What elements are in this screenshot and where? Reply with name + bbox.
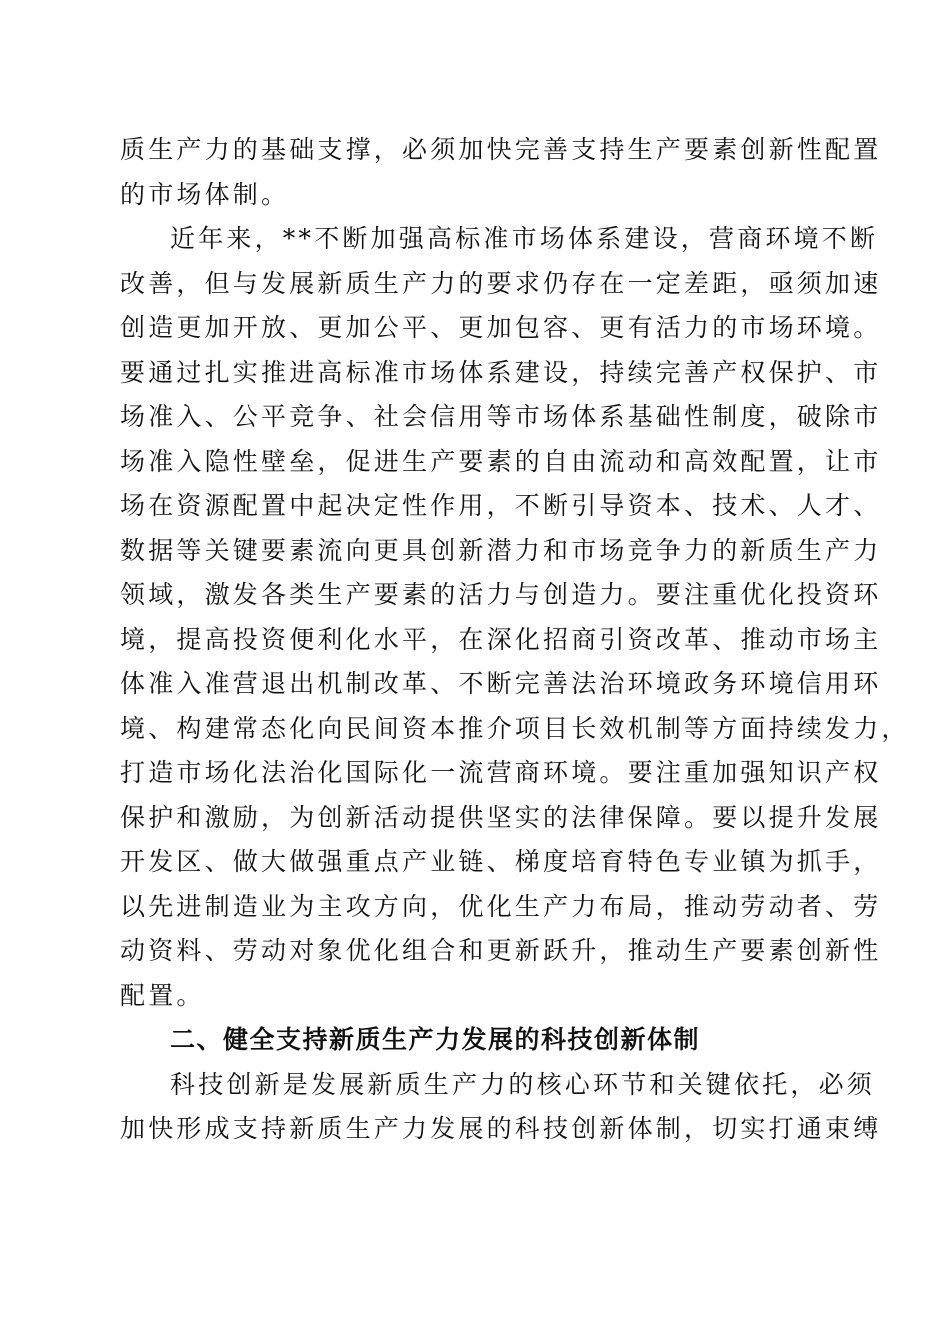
text-line: 境，提高投资便利化水平，在深化招商引资改革、推动市场主: [120, 624, 882, 654]
text-line: 场准入、公平竞争、社会信用等市场体系基础性制度，破除市: [120, 402, 882, 431]
text-line: 数据等关键要素流向更具创新潜力和市场竞争力的新质生产力: [120, 535, 882, 565]
text-line: 打造市场化法治化国际化一流营商环境。要注重加强知识产权: [120, 758, 882, 787]
text-line: 开发区、做大做强重点产业链、梯度培育特色专业镇为抓手，: [120, 847, 882, 876]
text-line: 的市场体制。: [120, 179, 290, 209]
text-line: 配置。: [120, 980, 205, 1010]
text-line: 创造更加开放、更加公平、更加包容、更有活力的市场环境。: [120, 313, 882, 342]
text-line: 场在资源配置中起决定性作用，不断引导资本、技术、人才、: [120, 491, 882, 520]
text-line: 场准入隐性壁垒，促进生产要素的自由流动和高效配置，让市: [120, 446, 882, 476]
text-line: 加快形成支持新质生产力发展的科技创新体制，切实打通束缚: [120, 1114, 882, 1143]
text-line: 以先进制造业为主攻方向，优化生产力布局，推动劳动者、劳: [120, 891, 882, 921]
text-line: 质生产力的基础支撑，必须加快完善支持生产要素创新性配置: [120, 135, 882, 164]
text-line: 领域，激发各类生产要素的活力与创造力。要注重优化投资环: [120, 580, 882, 609]
text-line: 境、构建常态化向民间资本推介项目长效机制等方面持续发力，: [120, 713, 910, 743]
paragraph-start-line: 科技创新是发展新质生产力的核心环节和关键依托，必须: [170, 1069, 876, 1099]
text-line: 动资料、劳动对象优化组合和更新跃升，推动生产要素创新性: [120, 936, 882, 965]
section-heading: 二、健全支持新质生产力发展的科技创新体制: [170, 1025, 701, 1054]
paragraph-start-line: 近年来，**不断加强高标准市场体系建设，营商环境不断: [170, 224, 879, 253]
text-line: 体准入准营退出机制改革、不断完善法治环境政务环境信用环: [120, 669, 882, 698]
text-line: 改善，但与发展新质生产力的要求仍存在一定差距，亟须加速: [120, 268, 882, 298]
document-body: [120, 128, 910, 1152]
text-line: 要通过扎实推进高标准市场体系建设，持续完善产权保护、市: [120, 357, 882, 387]
text-line: 保护和激励，为创新活动提供坚实的法律保障。要以提升发展: [120, 802, 882, 832]
